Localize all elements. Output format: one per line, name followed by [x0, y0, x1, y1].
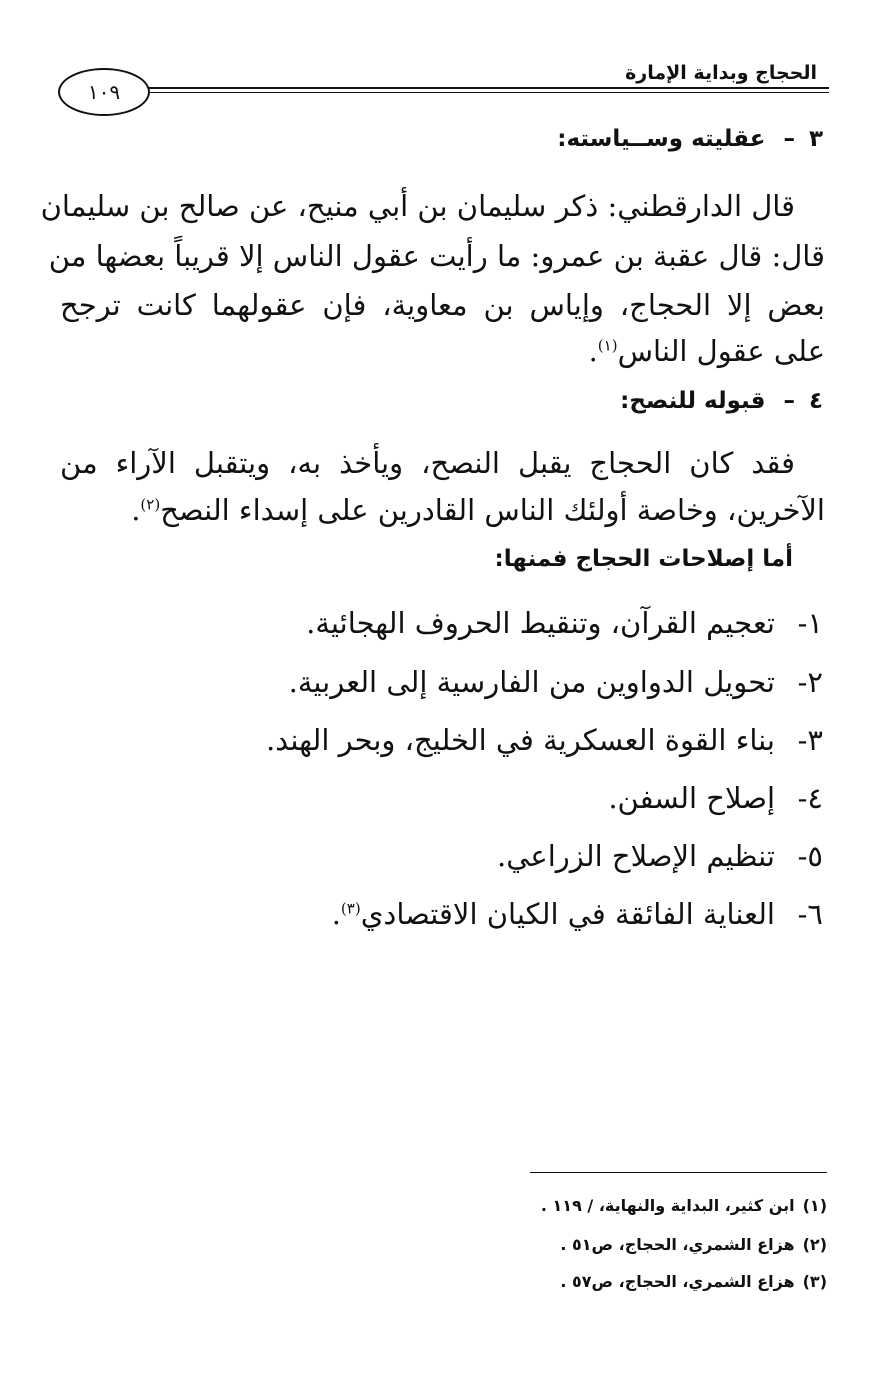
list-text: العناية الفائقة في الكيان الاقتصادي: [360, 897, 775, 931]
footnote-separator: [530, 1172, 827, 1173]
sentence-end: .: [331, 897, 341, 931]
section-title: قبوله للنصح:: [620, 388, 766, 414]
sentence-end: .: [588, 334, 598, 368]
paragraph-text: الآخرين، وخاصة أولئك الناس القادرين على إسداء النصح: [160, 493, 825, 527]
footnote-ref: (٣): [340, 899, 361, 918]
footnote-ref: (١): [597, 336, 618, 355]
list-number: ٤-: [797, 781, 823, 815]
list-text: إصلاح السفن.: [608, 781, 775, 815]
list-item: [306, 603, 823, 643]
reforms-heading: أما إصلاحات الحجاج فمنها:: [494, 546, 793, 572]
footnote-text: هزاع الشمري، الحجاج، ص٥١ .: [560, 1235, 795, 1254]
section-heading-4: [620, 388, 823, 414]
list-text: تحويل الدواوين من الفارسية إلى العربية.: [288, 665, 775, 699]
footnote: [560, 1235, 827, 1254]
section-heading-3: [557, 126, 823, 152]
list-item: [497, 836, 823, 876]
list-number: ٦-: [797, 897, 823, 931]
list-item: [289, 662, 823, 702]
section-dash: –: [783, 388, 795, 414]
paragraph-line: قال: قال عقبة بن عمرو: ما رأيت عقول الناس إلا قريباً بعضها من: [48, 239, 825, 273]
list-item: [332, 894, 823, 934]
footnote-text: ابن كثير، البداية والنهاية، / ١١٩ .: [540, 1196, 795, 1215]
sentence-end: .: [131, 493, 141, 527]
list-number: ٢-: [797, 665, 823, 699]
list-number: ١-: [797, 606, 823, 640]
running-title: الحجاج وبداية الإمارة: [625, 62, 817, 84]
footnote-ref: (٢): [140, 495, 161, 514]
page-number: ١٠٩: [58, 68, 150, 116]
header-rule-thin: [148, 92, 829, 93]
list-text: تنظيم الإصلاح الزراعي.: [497, 839, 775, 873]
footnote-number: (١): [802, 1196, 827, 1215]
list-number: ٥-: [797, 839, 823, 873]
header-rule-thick: [148, 87, 829, 89]
paragraph-line: قال الدارقطني: ذكر سليمان بن أبي منيح، عن صالح بن سليمان: [40, 189, 795, 223]
footnote: [560, 1272, 827, 1291]
list-item: [266, 720, 823, 760]
footnote-number: (٢): [802, 1235, 827, 1254]
paragraph-line: [60, 331, 825, 371]
paragraph-line: [60, 490, 825, 530]
list-number: ٣-: [797, 723, 823, 757]
section-dash: –: [783, 126, 795, 152]
list-text: بناء القوة العسكرية في الخليج، وبحر الهند.: [265, 723, 775, 757]
footnote: [541, 1196, 827, 1215]
list-text: تعجيم القرآن، وتنقيط الحروف الهجائية.: [306, 606, 775, 640]
section-title: عقليته وســياسته:: [557, 126, 766, 152]
footnote-number: (٣): [802, 1272, 827, 1291]
paragraph-line: بعض إلا الحجاج، وإياس بن معاوية، فإن عقولهما كانت ترجح: [60, 288, 825, 322]
section-number: ٤: [808, 388, 823, 414]
paragraph-line: فقد كان الحجاج يقبل النصح، ويأخذ به، ويتقبل الآراء من: [60, 446, 795, 480]
section-number: ٣: [808, 126, 823, 152]
list-item: [608, 778, 823, 818]
paragraph-text: على عقول الناس: [617, 334, 825, 368]
footnote-text: هزاع الشمري، الحجاج، ص٥٧ .: [560, 1272, 795, 1291]
